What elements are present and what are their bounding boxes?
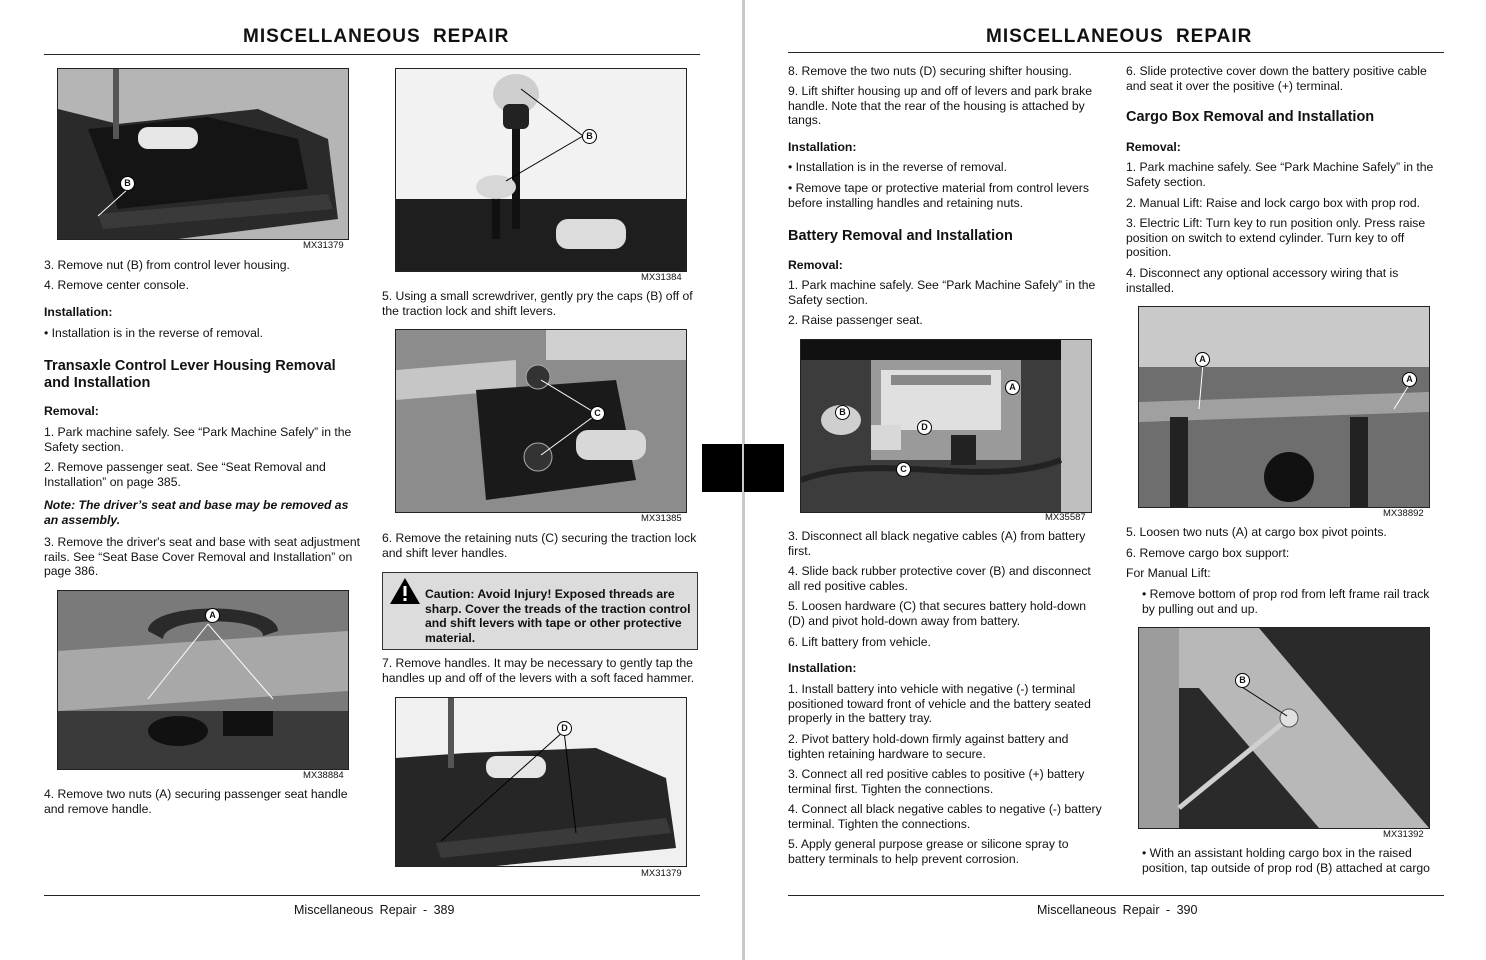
battery-step-4: 4. Slide back rubber protective cover (B) and disconnect all red positive cables. [788, 564, 1091, 593]
figure-id: MX35587 [1045, 512, 1086, 523]
callout-b: B [120, 176, 135, 191]
battery-title: Battery Removal and Installation [788, 228, 1013, 244]
callout-d: D [557, 721, 572, 736]
figure-battery [800, 339, 1092, 513]
callout-a: A [205, 608, 220, 623]
installation-bullet-1: • Installation is in the reverse of removal. [788, 160, 1008, 174]
caution-text: Caution: Avoid Injury! Exposed threads are sharp. Cover the treads of the traction control and shift levers with tape or other protective material. [425, 587, 691, 645]
callout-a: A [1005, 380, 1020, 395]
callout-c: C [896, 462, 911, 477]
figure-retaining-nuts [395, 329, 687, 513]
callout-b: B [582, 129, 597, 144]
manual-lift-bullet-2: • With an assistant holding cargo box in the raised position, tap outside of prop rod (B) attached at cargo [1142, 846, 1430, 875]
install-step-3: 3. Connect all red positive cables to positive (+) battery terminal first. Tighten the connections. [788, 767, 1085, 796]
figure-shifter-housing-nuts [395, 697, 687, 867]
caution-box [382, 572, 698, 650]
figure-lever-caps [395, 68, 687, 272]
removal-step-3: 3. Remove the driver's seat and base with seat adjustment rails. See “Seat Base Cover Removal and Installation” on page 386. [44, 535, 360, 579]
footer-rule [788, 895, 1444, 896]
step-8: 8. Remove the two nuts (D) securing shifter housing. [788, 64, 1072, 78]
step-7: 7. Remove handles. It may be necessary to gently tap the handles up and off of the levers with a soft faced hammer. [382, 656, 695, 685]
step-5: 5. Using a small screwdriver, gently pry the caps (B) off of the traction lock and shift levers. [382, 289, 693, 318]
cargo-title: Cargo Box Removal and Installation [1126, 109, 1375, 125]
warning-icon [389, 577, 421, 605]
left-page [0, 0, 742, 960]
callout-a: A [1195, 352, 1210, 367]
callout-b: B [1235, 673, 1250, 688]
figure-id: MX31384 [641, 272, 682, 283]
figure-id: MX38892 [1383, 508, 1424, 519]
figure-id: MX31379 [303, 240, 344, 251]
footer-rule [44, 895, 700, 896]
installation-label: Installation: [44, 305, 113, 319]
install-step-2: 2. Pivot battery hold-down firmly against battery and tighten retaining hardware to secure. [788, 732, 1069, 761]
manual-lift-bullet-1: • Remove bottom of prop rod from left frame rail track by pulling out and up. [1142, 587, 1430, 616]
cargo-step-5: 5. Loosen two nuts (A) at cargo box pivot points. [1126, 525, 1387, 539]
callout-a-2: A [1402, 372, 1417, 387]
figure-id: MX31392 [1383, 829, 1424, 840]
install-step-4: 4. Connect all black negative cables to negative (-) battery terminal. Tighten the connections. [788, 802, 1102, 831]
removal-step-4: 4. Remove two nuts (A) securing passenger seat handle and remove handle. [44, 787, 348, 816]
page-header: MISCELLANEOUS REPAIR [243, 26, 510, 47]
figure-prop-rod [1138, 627, 1430, 829]
removal-step-1: 1. Park machine safely. See “Park Machine Safely” in the Safety section. [44, 425, 352, 454]
header-rule [44, 54, 700, 55]
install-step-5: 5. Apply general purpose grease or silicone spray to battery terminals to help prevent corrosion. [788, 837, 1069, 866]
page-tab-marker [702, 444, 784, 492]
page-header: MISCELLANEOUS REPAIR [986, 26, 1253, 47]
callout-b: B [835, 405, 850, 420]
cargo-step-4: 4. Disconnect any optional accessory wiring that is installed. [1126, 266, 1399, 295]
page-footer: Miscellaneous Repair - 389 [294, 903, 455, 917]
battery-step-2: 2. Raise passenger seat. [788, 313, 923, 327]
removal-label: Removal: [788, 258, 843, 272]
removal-label: Removal: [1126, 140, 1181, 154]
figure-id: MX31379 [641, 868, 682, 879]
figure-control-lever-housing [57, 68, 349, 240]
cargo-step-1: 1. Park machine safely. See “Park Machine Safely” in the Safety section. [1126, 160, 1434, 189]
section-title: Transaxle Control Lever Housing Removal and Installation [44, 358, 336, 391]
step-9: 9. Lift shifter housing up and off of levers and park brake handle. Note that the rear of the housing is attached by tangs. [788, 84, 1092, 128]
callout-d: D [917, 420, 932, 435]
step-4: 4. Remove center console. [44, 278, 189, 292]
removal-label: Removal: [44, 404, 99, 418]
figure-passenger-seat-handle [57, 590, 349, 770]
battery-step-5: 5. Loosen hardware (C) that secures battery hold-down (D) and pivot hold-down away from battery. [788, 599, 1087, 628]
battery-step-3: 3. Disconnect all black negative cables (A) from battery first. [788, 529, 1086, 558]
removal-step-2: 2. Remove passenger seat. See “Seat Removal and Installation” on page 385. [44, 460, 326, 489]
step-6: 6. Slide protective cover down the battery positive cable and seat it over the positive (+) terminal. [1126, 64, 1427, 93]
cargo-step-2: 2. Manual Lift: Raise and lock cargo box with prop rod. [1126, 196, 1421, 210]
battery-step-6: 6. Lift battery from vehicle. [788, 635, 931, 649]
callout-c: C [590, 406, 605, 421]
right-page [745, 0, 1486, 960]
figure-cargo-pivot [1138, 306, 1430, 508]
battery-step-1: 1. Park machine safely. See “Park Machine Safely” in the Safety section. [788, 278, 1096, 307]
installation-label: Installation: [788, 140, 857, 154]
figure-id: MX38884 [303, 770, 344, 781]
cargo-step-3: 3. Electric Lift: Turn key to run position only. Press raise position on switch to extend cylinder. Turn key to off position. [1126, 216, 1426, 260]
installation-bullet: • Installation is in the reverse of removal. [44, 326, 264, 340]
manual-lift-label: For Manual Lift: [1126, 566, 1211, 580]
cargo-step-6: 6. Remove cargo box support: [1126, 546, 1290, 560]
step-3: 3. Remove nut (B) from control lever housing. [44, 258, 290, 272]
installation-bullet-2: • Remove tape or protective material from control levers before installing handles and retaining nuts. [788, 181, 1089, 210]
header-rule [788, 52, 1444, 53]
step-6: 6. Remove the retaining nuts (C) securing the traction lock and shift lever handles. [382, 531, 697, 560]
figure-id: MX31385 [641, 513, 682, 524]
installation-label: Installation: [788, 661, 857, 675]
install-step-1: 1. Install battery into vehicle with negative (-) terminal positioned toward front of vehicle and the battery seated properly in the battery tray. [788, 682, 1091, 726]
page-footer: Miscellaneous Repair - 390 [1037, 903, 1198, 917]
note: Note: The driver’s seat and base may be removed as an assembly. [44, 498, 349, 527]
